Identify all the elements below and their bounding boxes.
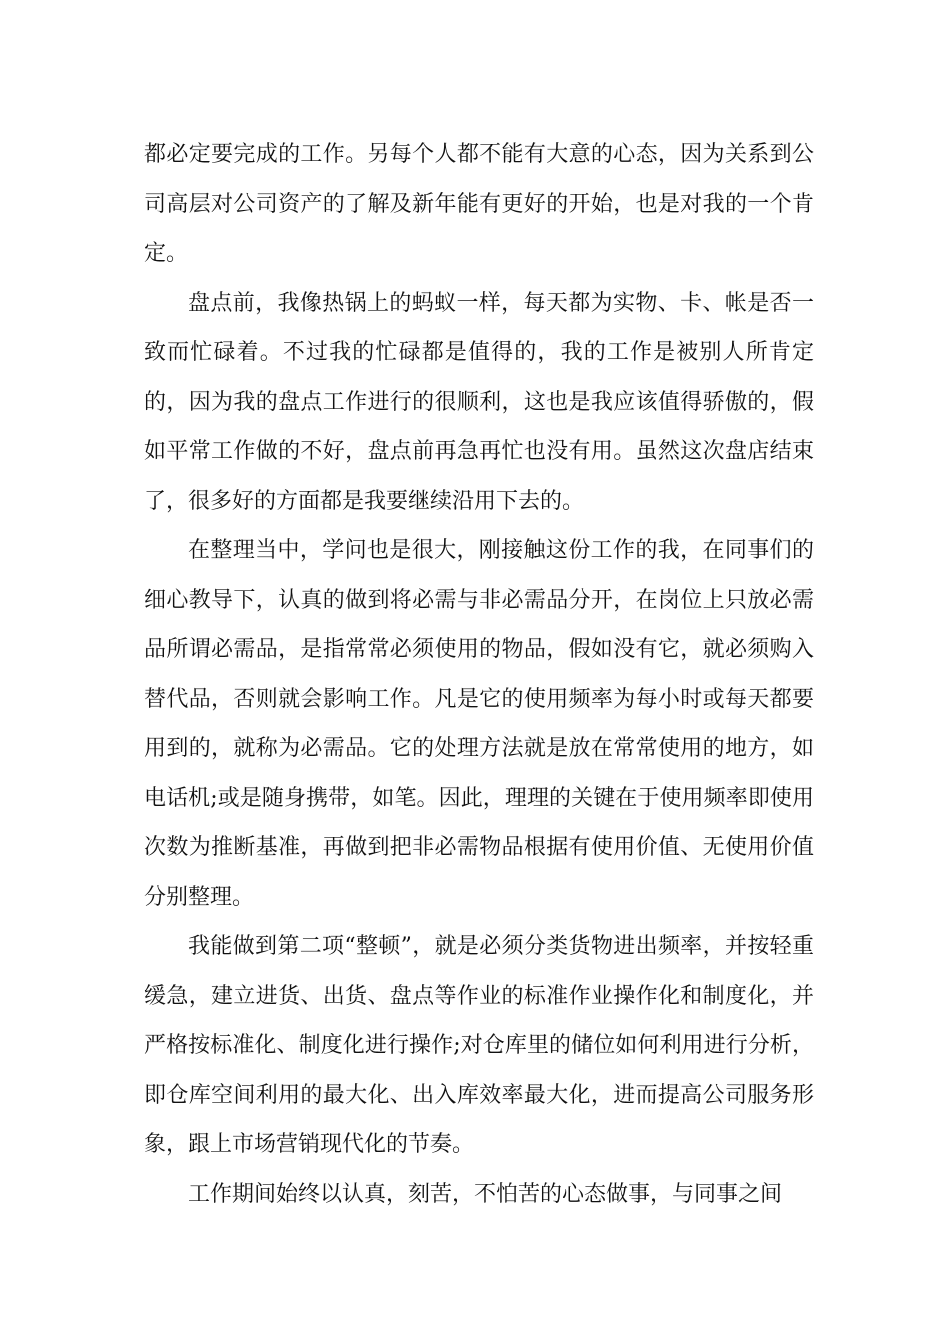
paragraph-1: 都必定要完成的工作。另每个人都不能有大意的心态，因为关系到公司高层对公司资产的了解及新年能有更好的开始，也是对我的一个肯定。 [144, 142, 814, 266]
paragraph-5: 工作期间始终以认真，刻苦，不怕苦的心态做事，与同事之间 [188, 1181, 783, 1207]
document-body [144, 130, 814, 1219]
paragraph-2: 盘点前，我像热锅上的蚂蚁一样，每天都为实物、卡、帐是否一致而忙碌着。不过我的忙碌都是值得的，我的工作是被别人所肯定的，因为我的盘点工作进行的很顺利，这也是我应该值得骄傲的，假如平常工作做的不好，盘点前再急再忙也没有用。虽然这次盘店结束了，很多好的方面都是我要继续沿用下去的。 [144, 290, 814, 514]
paragraph-3: 在整理当中，学问也是很大，刚接触这份工作的我，在同事们的细心教导下，认真的做到将必需与非必需品分开，在岗位上只放必需品所谓必需品，是指常常必须使用的物品，假如没有它，就必须购入替代品，否则就会影响工作。凡是它的使用频率为每小时或每天都要用到的，就称为必需品。它的处理方法就是放在常常使用的地方，如电话机;或是随身携带，如笔。因此，理理的关键在于使用频率即使用次数为推断基准，再做到把非必需物品根据有使用价值、无使用价值分别整理。 [144, 538, 814, 910]
paragraph-4: 我能做到第二项“整顿”，就是必须分类货物进出频率，并按轻重缓急，建立进货、出货、盘点等作业的标准作业操作化和制度化，并严格按标准化、制度化进行操作;对仓库里的储位如何利用进行分析，即仓库空间利用的最大化、出入库效率最大化，进而提高公司服务形象，跟上市场营销现代化的节奏。 [144, 934, 814, 1157]
